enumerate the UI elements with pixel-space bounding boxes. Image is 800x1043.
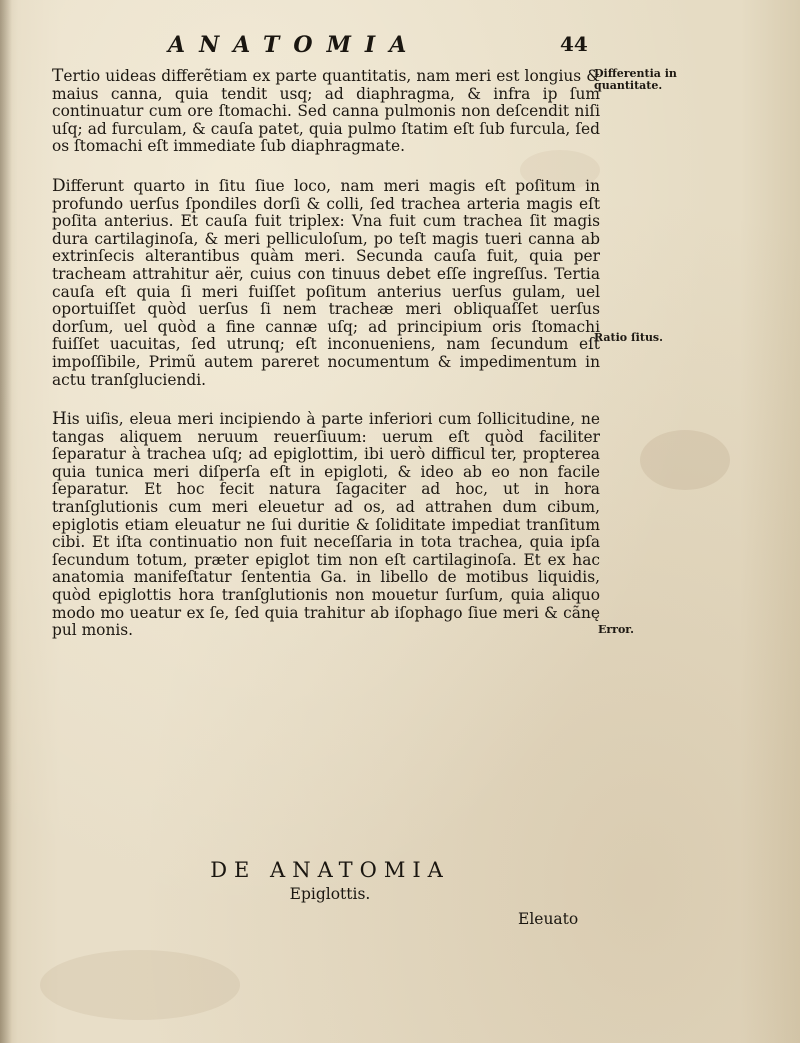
paragraph-location: Differunt quarto in ſitu ſiue loco, nam meri magis eſt poſitum in profundo uerſus ſpondiles dorſi & colli, ſed trachea arteria magis eſt poſita anterius. Et cauſa fuit triplex: Vna fuit cum trachea ſit magis dura cartilaginoſa, & meri pelliculoſum, po teſt magis tueri canna ab extrinſecis alterantibus quàm meri. Secunda cauſa fuit, quia per tracheam attrahitur aër, cuius con tinuus debet eſſe ingreſſus. Tertia cauſa eſt quia ſi meri fuiſſet poſitum anterius uerſus gulam, uel oportuiſſet quòd uerſus ſi nem tracheæ meri obliquaſſet uerſus dorſum, uel quòd a fine cannæ uſq; ad principium oris ſtomachi fuiſſet uacuitas, ſed utrunq; eſt inconueniens, nam ſecundum eſt impoſſibile, Primũ autem pareret nocumentum & impedimentum in actu tranſgluciendi. bbox=[52, 175, 600, 389]
paragraph-dissection: His uiſis, eleua meri incipiendo à parte inferiori cum ſollicitudine, ne tangas aliquem neruum reuerſiuum: uerum eſt quòd faciliter ſeparatur à trachea uſq; ad epiglottim, ibi uerò difficul ter, propterea quia tunica meri diſperſa eſt in epigloti, & ideo ab eo non facile ſeparatur. Et hoc fecit natura ſagaciter ad hoc, ut in hora tranſglutionis cum meri eleuetur ad os, ad attrahen dum cibum, epiglotis etiam eleuatur ne ſui duritie & ſoliditate impediat tranſitum cibi. Et iſta continuatio non fuit neceſſaria in tota trachea, quia ipſa ſecundum totum, præter epiglot tim non eſt cartilaginoſa. Et ex hac anatomia manifeſtatur ſententia Ga. in libello de motibus liquidis, quòd epiglottis hora tranſglutionis non mouetur ſurſum, quia aliquo modo mo ueatur ex ſe, ſed quia trahitur ab iſophago ſiue meri & cãnę pul monis. bbox=[52, 409, 600, 640]
section-subtitle: Epiglottis. bbox=[289, 885, 371, 903]
catchword: Eleuato bbox=[518, 910, 579, 928]
page-header bbox=[168, 32, 608, 68]
paragraph-quantity: Tertio uideas differẽtiam ex parte quantitatis, nam meri est longius & maius canna, quia tendit usq; ad diaphragma, & infra ip ſum continuatur cum ore ſtomachi. Sed canna pulmonis non deſcendit niſi uſq; ad furculam, & cauſa patet, quia pulmo ſtatim eſt ſub furcula, ſed os ſtomachi eſt immediate ſub diaphragmate. bbox=[52, 66, 600, 156]
binding-gutter-shadow bbox=[0, 0, 12, 1043]
section-title: DE ANATOMIA bbox=[210, 858, 450, 882]
margin-note-error: Error. bbox=[598, 623, 634, 636]
section-heading bbox=[180, 858, 480, 904]
margin-note-quantity: Differentia in quantitate. bbox=[594, 67, 677, 92]
running-title: ANATOMIA bbox=[168, 32, 421, 58]
page-number: 44 bbox=[560, 32, 588, 56]
margin-note-situs: Ratio ſitus. bbox=[594, 331, 663, 344]
paper-stain bbox=[640, 430, 730, 490]
paper-stain bbox=[40, 950, 240, 1020]
main-text-block bbox=[52, 68, 600, 640]
